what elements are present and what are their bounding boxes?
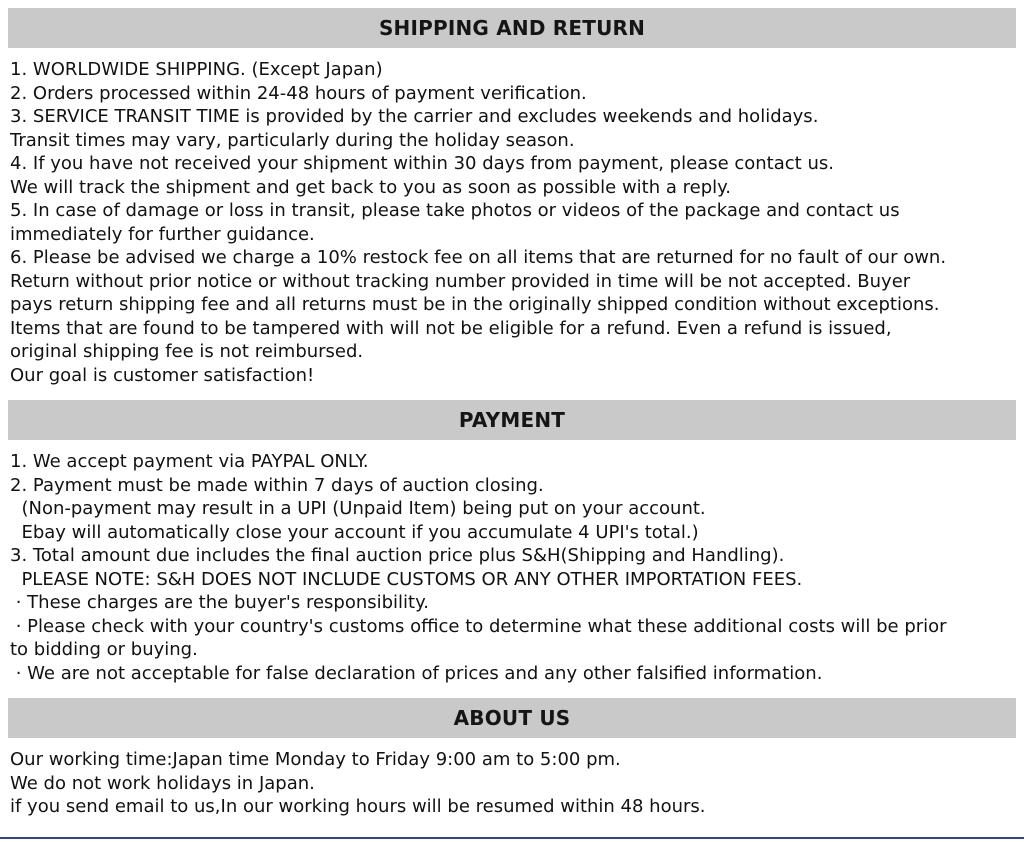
section-body-about-us — [8, 738, 1016, 832]
text-line: Transit times may vary, particularly during the holiday season. — [10, 129, 575, 151]
section-header-shipping-and-return: SHIPPING AND RETURN — [8, 8, 1016, 48]
text-line: 2. Payment must be made within 7 days of auction closing. — [10, 474, 544, 496]
text-line: · Please check with your country's customs office to determine what these additional costs will be prior — [10, 615, 947, 637]
text-line: 3. SERVICE TRANSIT TIME is provided by the carrier and excludes weekends and holidays. — [10, 106, 819, 127]
text-line: to bidding or buying. — [10, 639, 198, 660]
text-line: 2. Orders processed within 24-48 hours of payment verification. — [10, 82, 587, 104]
text-line: PLEASE NOTE: S&H DOES NOT INCLUDE CUSTOMS OR ANY OTHER IMPORTATION FEES. — [10, 568, 803, 590]
text-line: Return without prior notice or without tracking number provided in time will be not accepted. Buyer — [10, 270, 911, 292]
text-line: 5. In case of damage or loss in transit, please take photos or videos of the package and contact us — [10, 200, 900, 221]
text-line: 1. WORLDWIDE SHIPPING. (Except Japan) — [10, 59, 383, 80]
text-line: pays return shipping fee and all returns must be in the originally shipped condition without exceptions. — [10, 294, 940, 315]
text-line: 4. If you have not received your shipment within 30 days from payment, please contact us. — [10, 153, 834, 174]
text-line: · These charges are the buyer's responsibility. — [10, 592, 429, 613]
text-line: · We are not acceptable for false declaration of prices and any other falsified information. — [10, 662, 823, 684]
text-line: immediately for further guidance. — [10, 223, 315, 245]
text-line: Ebay will automatically close your account if you accumulate 4 UPI's total.) — [10, 521, 699, 543]
text-line: We will track the shipment and get back to you as soon as possible with a reply. — [10, 176, 731, 198]
text-line: We do not work holidays in Japan. — [10, 772, 315, 794]
text-line: 3. Total amount due includes the final auction price plus S&H(Shipping and Handling). — [10, 545, 785, 566]
text-line: Items that are found to be tampered with will not be eligible for a refund. Even a refund is issued, — [10, 317, 892, 339]
section-body-shipping-and-return — [8, 48, 1016, 400]
text-line: (Non-payment may result in a UPI (Unpaid Item) being put on your account. — [10, 498, 706, 519]
text-line: original shipping fee is not reimbursed. — [10, 341, 364, 362]
section-header-payment: PAYMENT — [8, 400, 1016, 440]
bottom-divider — [0, 837, 1024, 839]
text-line: Our working time:Japan time Monday to Friday 9:00 am to 5:00 pm. — [10, 749, 621, 770]
text-line: 6. Please be advised we charge a 10% restock fee on all items that are returned for no fault of our own. — [10, 247, 947, 268]
section-header-about-us: ABOUT US — [8, 698, 1016, 738]
text-line: if you send email to us,In our working hours will be resumed within 48 hours. — [10, 796, 706, 817]
text-line: 1. We accept payment via PAYPAL ONLY. — [10, 451, 369, 472]
text-line: Our goal is customer satisfaction! — [10, 364, 315, 386]
section-body-payment — [8, 440, 1016, 698]
